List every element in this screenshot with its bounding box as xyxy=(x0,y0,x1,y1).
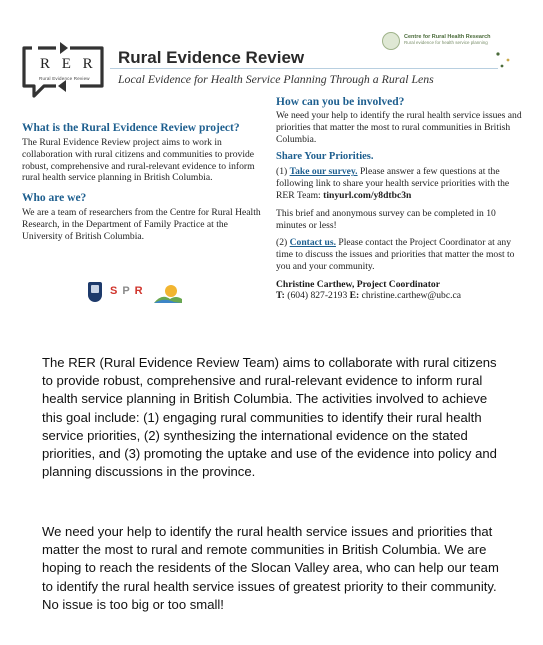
title-divider xyxy=(110,68,498,69)
step2-body: Please contact the Project Coordinator at any time to discuss the issues and priorities that matter the most to you and your community. xyxy=(276,237,515,272)
contact-link[interactable]: Contact us. xyxy=(289,237,336,249)
step1-prefix: (1) xyxy=(276,166,288,178)
what-heading: What is the Rural Evidence Review project? xyxy=(22,122,240,134)
page-title: Rural Evidence Review xyxy=(118,48,305,67)
chr-name xyxy=(404,34,491,45)
survey-link[interactable]: Take our survey. xyxy=(289,166,358,178)
chr-name-text: Centre for Rural Health Research xyxy=(404,34,491,40)
brief-text: This brief and anonymous survey can be completed in 10 minutes or less! xyxy=(276,207,496,231)
step1-text xyxy=(276,166,526,201)
email-label: E: xyxy=(349,289,360,301)
phone-label: T: xyxy=(276,289,285,301)
what-text: The Rural Evidence Review project aims to work in collaboration with rural citizens and communities to provide robust, comprehensive and rural-relevant evidence to inform rural health service planning in British Columbia. xyxy=(22,137,255,184)
involved-heading: How can you be involved? xyxy=(276,96,405,108)
spor-s: S xyxy=(110,285,119,297)
survey-url[interactable]: tinyurl.com/y8dtbc3n xyxy=(323,189,412,201)
partner-logos xyxy=(88,282,188,304)
ubc-crest-icon xyxy=(88,282,102,302)
chr-tagline: Rural evidence for health service planning xyxy=(404,40,488,45)
dots-icon xyxy=(494,50,514,70)
left-column xyxy=(22,122,270,243)
chr-badge xyxy=(382,32,510,50)
involved-text: We need your help to identify the rural health service issues and priorities that matter the most to rural communities in British Columbia. xyxy=(276,110,522,145)
phone-number: (604) 827-2193 xyxy=(284,289,350,301)
logo-subtext: Rural Evidence Review xyxy=(39,76,90,81)
contact-details xyxy=(276,290,526,301)
step2-prefix: (2) xyxy=(276,237,288,249)
share-heading: Share Your Priorities. xyxy=(276,151,374,163)
logo-letters: R E R xyxy=(40,56,97,72)
who-heading: Who are we? xyxy=(22,192,87,205)
right-column xyxy=(276,96,526,301)
spor-r: R xyxy=(134,285,144,297)
chr-logo-icon xyxy=(382,32,400,50)
sun-hills-icon xyxy=(154,283,182,303)
contact-name: Christine Carthew, Project Coordinator xyxy=(276,278,440,290)
spor-p: P xyxy=(122,285,131,297)
body-paragraph-2: We need your help to identify the rural health service issues and priorities that matter the most to rural and remote communities in British Columbia. We are hoping to reach the residents of the Slocan Valley area, who can help our team to identify the rural health service issues of greatest priority to their community. No issue is too big or too small! xyxy=(42,524,499,612)
email-address[interactable]: christine.carthew@ubc.ca xyxy=(359,289,462,301)
spor-logo xyxy=(110,285,144,297)
body-paragraph-1: The RER (Rural Evidence Review Team) aims to collaborate with rural citizens to provide robust, comprehensive and rural-relevant evidence to inform rural health service planning in British Columbia. The activities involved to achieve this goal include: (1) engaging rural communities to identify their rural health service priorities, (2) synthesizing the international evidence on the stated priorities, and (3) promoting the uptake and use of the evidence into policy and planning discussions in the province. xyxy=(42,355,497,480)
page-subtitle: Local Evidence for Health Service Planning Through a Rural Lens xyxy=(118,72,434,86)
step1-body: Please answer a few questions at the following link to share your health service priorities with the RER Team: xyxy=(276,166,510,201)
rer-logo xyxy=(20,40,106,100)
who-text: We are a team of researchers from the Centre for Rural Health Research, in the Department of Family Practice at the University of British Columbia. xyxy=(22,207,261,242)
step2-text xyxy=(276,237,526,272)
